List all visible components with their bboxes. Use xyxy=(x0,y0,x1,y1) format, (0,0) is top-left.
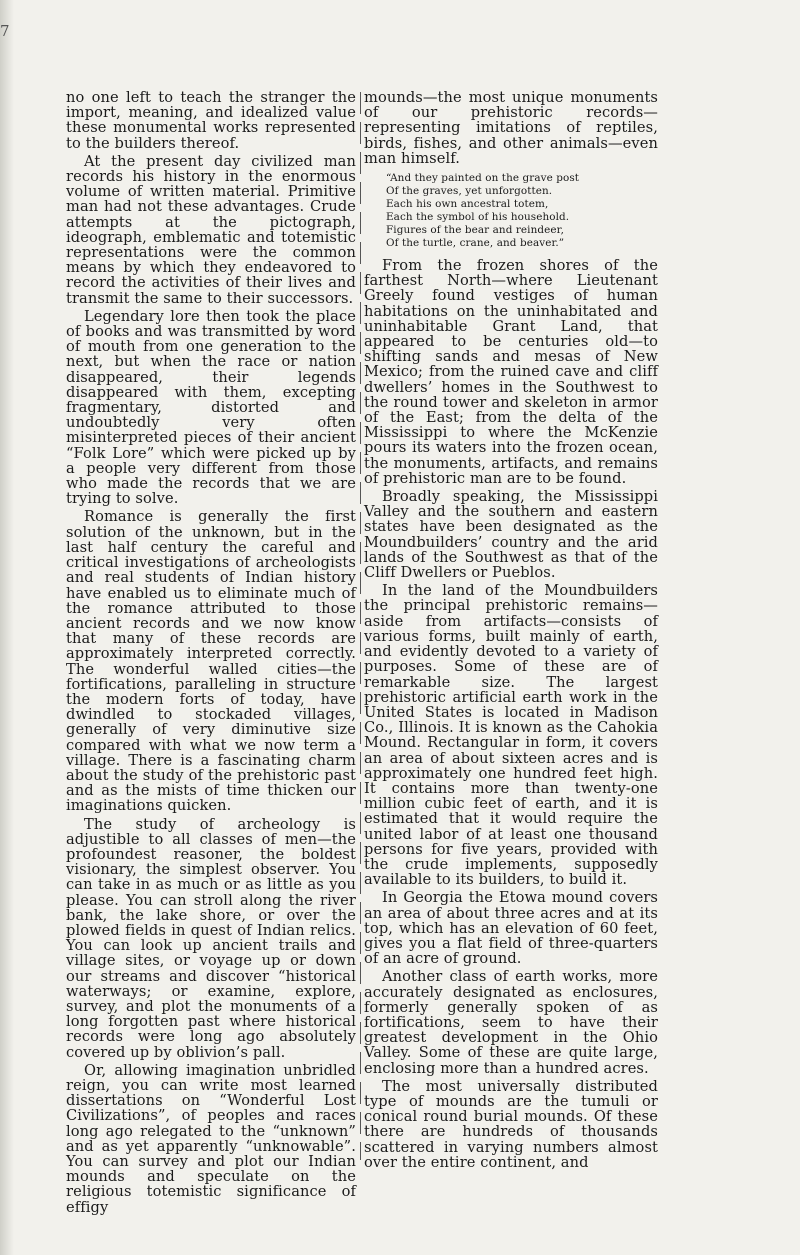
poem-line: “And they painted on the grave post xyxy=(386,172,580,185)
paragraph: no one left to teach the stranger the import, meaning, and idealized value these monumental works represented to the builders thereof. xyxy=(66,89,356,152)
left-column xyxy=(66,90,356,1218)
paragraph: Another class of earth works, more accurately designated as enclosures, formerly generally spoken of as fortifications, seem to have their greatest development in the Ohio Valley. Some of these are quite large, enclosing more than a hundred acres. xyxy=(364,968,658,1077)
poem-line: Of the turtle, crane, and beaver.” xyxy=(386,237,565,250)
paragraph: mounds—the most unique monuments of our prehistoric records—representing imitations of reptiles, birds, fishes, and other animals—even man himself. xyxy=(364,89,658,167)
paragraph: From the frozen shores of the farthest North—where Lieutenant Greely found vestiges of human habitations on the uninhabitated and uninhabitable Grant Land, that appeared to be centuries old—to shifting sands and mesas of New Mexico; from the ruined cave and cliff dwellers’ homes in the Southwest to the round tower and skeleton in armor of the East; from the delta of the Mississippi to where the McKenzie pours its waters into the frozen ocean, the monuments, artifacts, and remains of prehistoric man are to be found. xyxy=(364,257,658,487)
paragraph: In Georgia the Etowa mound covers an area of about three acres and at its top, which has an elevation of 60 feet, gives you a flat field of three-quarters of an acre of ground. xyxy=(364,889,658,968)
right-column xyxy=(364,90,658,1173)
paragraph: Romance is generally the first solution of the unknown, but in the last half century the careful and critical investigations of archeologists and real students of Indian history have enabled us to eliminate much of the romance attributed to those ancient records and we now know that many of these records are approximately interpreted correctly. The wonderful walled cities—the fortifications, paralleling in structure the modern forts of today, have dwindled to stockaded villages, generally of very diminutive size compared with what we now term a village. There is a fascinating charm about the study of the prehistoric past and as the mists of time thicken our imaginations quicken. xyxy=(66,508,356,815)
page-corner-mark: 7 xyxy=(0,22,10,40)
poem-line: Each his own ancestral totem, xyxy=(386,198,549,211)
poem-line: Of the graves, yet unforgotten. xyxy=(386,185,553,198)
column-divider xyxy=(360,92,361,1160)
paragraph: The most universally distributed type of mounds are the tumuli or conical round burial mounds. Of these there are hundreds of thousands scattered in varying numbers almost over the entire continent, and xyxy=(364,1077,658,1171)
poem-line: Each the symbol of his household. xyxy=(386,211,570,224)
paragraph: In the land of the Moundbuilders the principal prehistoric remains—aside from artifacts—consists of various forms, built mainly of earth, and evidently devoted to a variety of purposes. Some of these are of remarkable size. The largest prehistoric artificial earth work in the United States is located in Madison Co., Illinois. It is known as the Cahokia Mound. Rectangular in form, it covers an area of about sixteen acres and is approximately one hundred feet high. It contains more than twenty-one million cubic feet of earth, and it is estimated that it would require the united labor of at least one thousand persons for five years, provided with the crude implements, supposedly available to its builders, to build it. xyxy=(364,582,658,889)
poem-line: Figures of the bear and reindeer, xyxy=(386,224,564,237)
paragraph: Or, allowing imagination unbridled reign, you can write most learned dissertations on “Wonderful Lost Civilizations”, of peoples and races long ago relegated to the “unknown” and as yet apparently “unknowable”. You can survey and plot our Indian mounds and speculate on the religious totemistic significance of effigy xyxy=(66,1061,356,1216)
paragraph: Broadly speaking, the Mississippi Valley and the southern and eastern states have been designated as the Moundbuilders’ country and the arid lands of the Southwest as that of the Cliff Dwellers or Pueblos. xyxy=(364,488,658,582)
paragraph: At the present day civilized man records his history in the enormous volume of written material. Primitive man had not these advantages. Crude attempts at the pictograph, ideograph, emblematic and totemistic representations were the common means by which they endeavored to record the activities of their lives and transmit the same to their successors. xyxy=(66,152,356,307)
scan-edge-shadow xyxy=(0,0,14,1255)
paragraph: Legendary lore then took the place of books and was transmitted by word of mouth from one generation to the next, but when the race or nation disappeared, their legends disappeared with them, excepting fragmentary, distorted and undoubtedly very often misinterpreted pieces of their ancient “Folk Lore” which were picked up by a people very different from those who made the records that we are trying to solve. xyxy=(66,307,356,508)
poem-quote xyxy=(386,172,658,250)
paragraph: The study of archeology is adjustible to all classes of men—the profoundest reasoner, the boldest visionary, the simplest observer. You can take in as much or as little as you please. You can stroll along the river bank, the lake shore, or over the plowed fields in quest of Indian relics. You can look up ancient trails and village sites, or voyage up or down our streams and discover “historical waterways; or examine, explore, survey, and plot the monuments of a long forgotten past where historical records were long ago absolutely covered up by oblivion’s pall. xyxy=(66,815,356,1061)
